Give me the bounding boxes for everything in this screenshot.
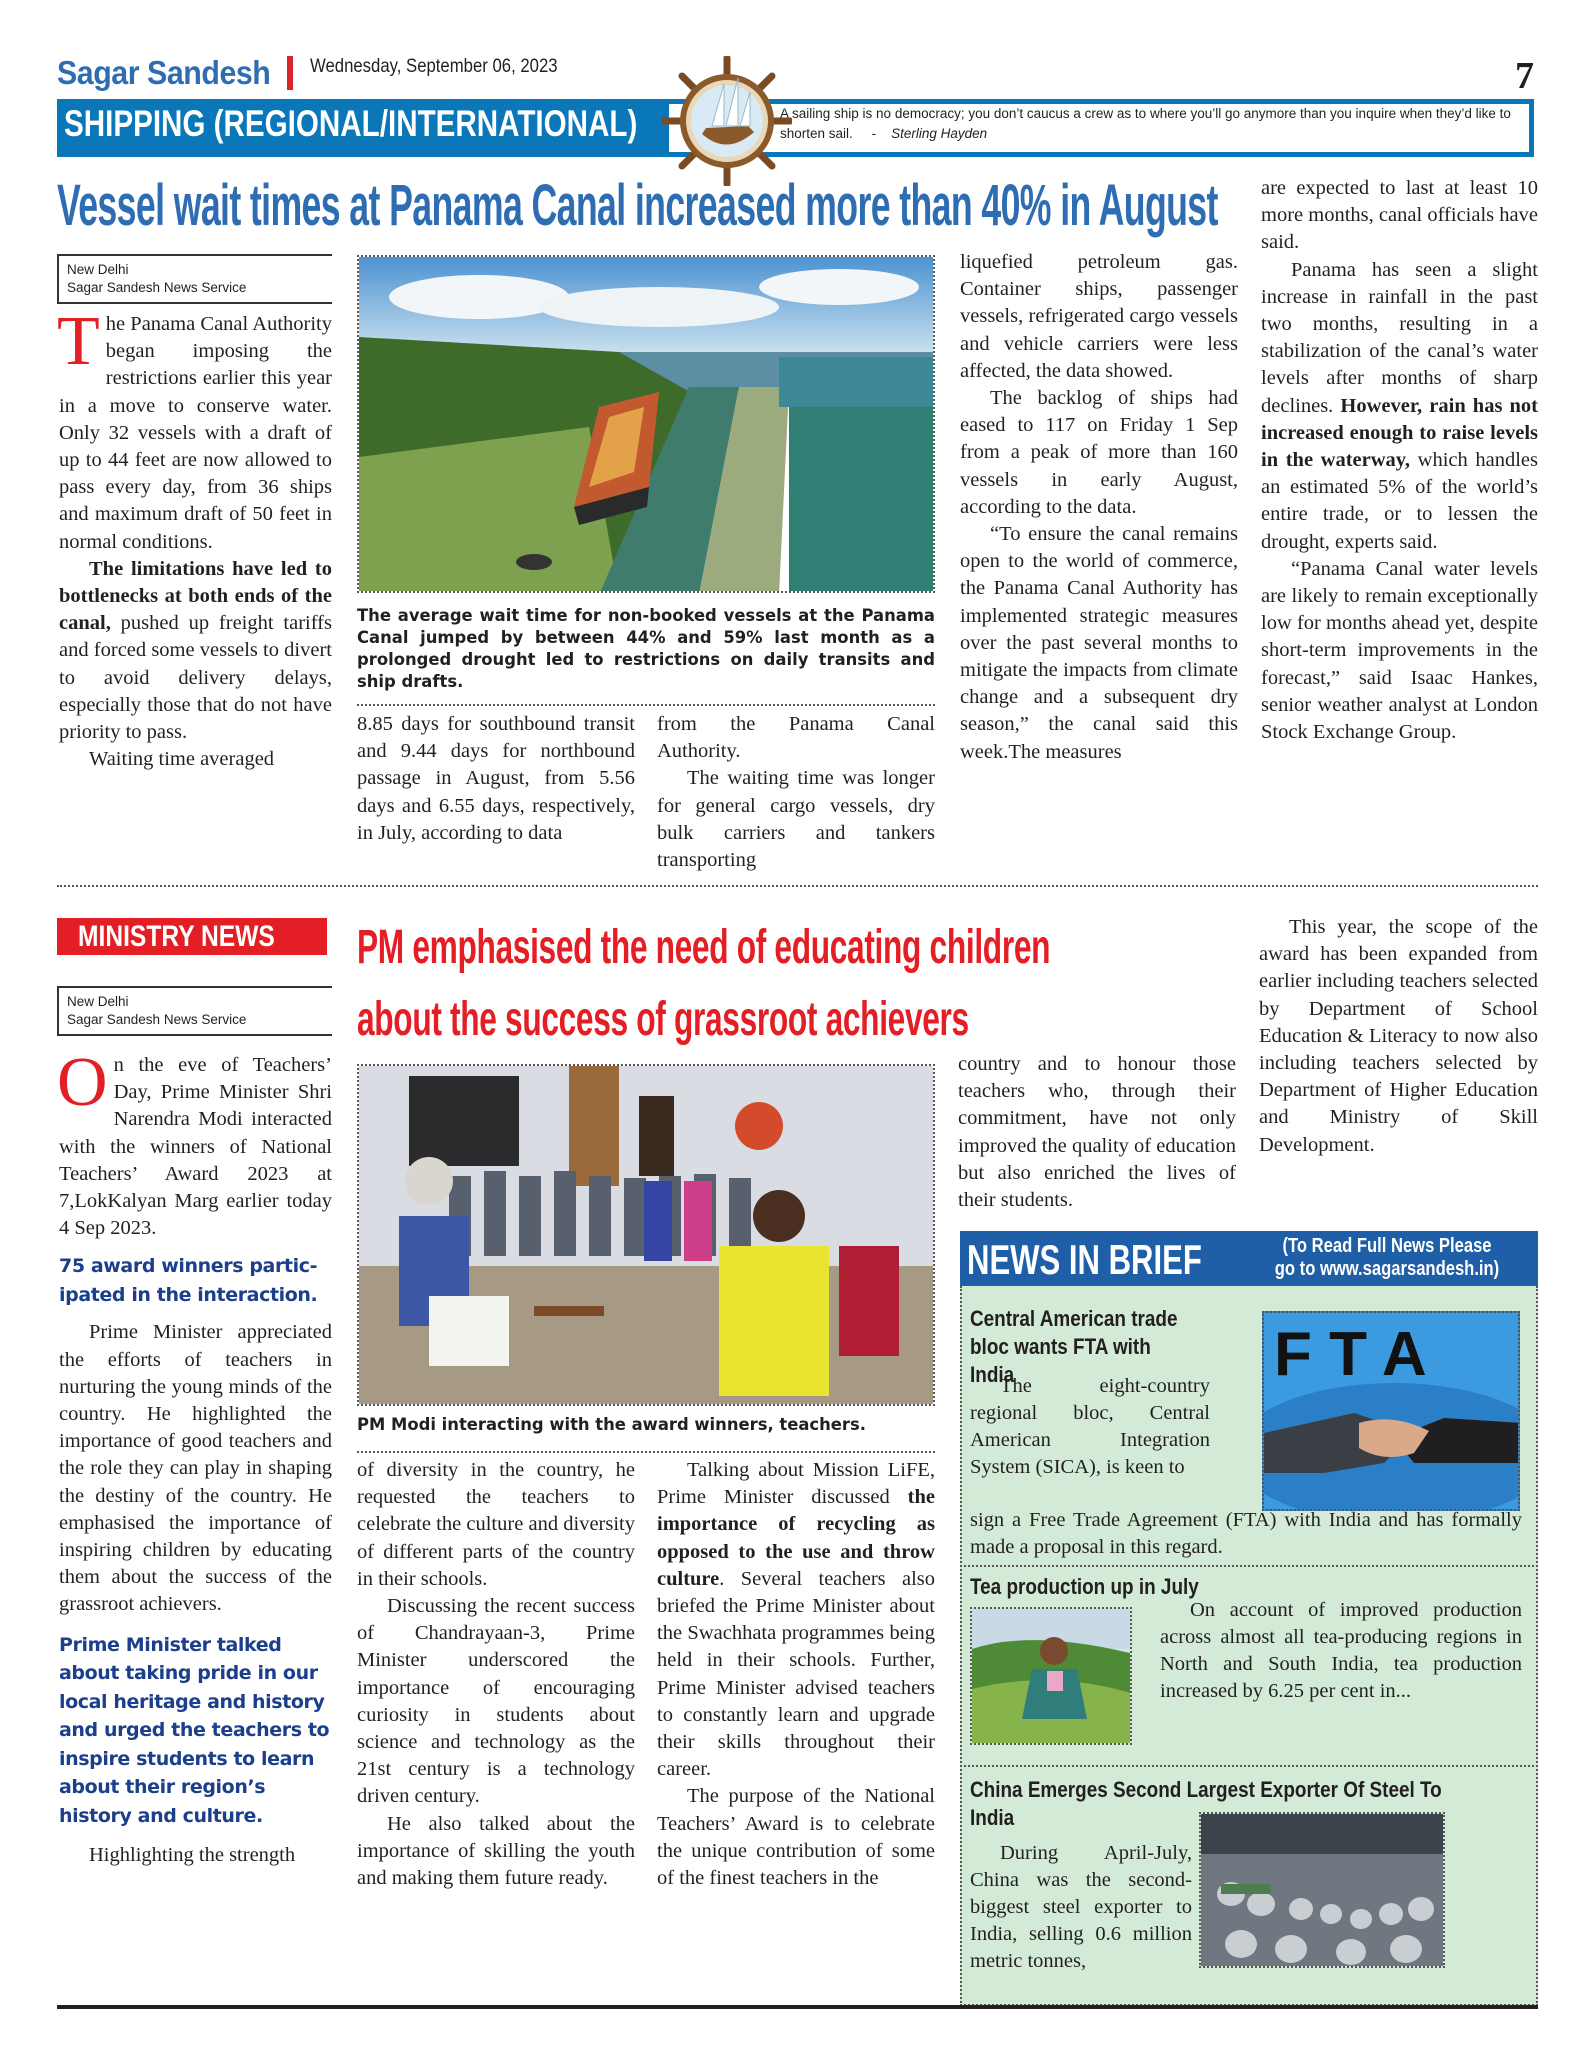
pm-teachers-photo: [357, 1064, 935, 1406]
article2-col2: [357, 1457, 635, 1892]
quote-text: A sailing ship is no democracy; you don’t caucus a crew as to where you’ll go anymore than you inquire when they’d like to shorten sail.: [780, 106, 1511, 141]
masthead-divider: [287, 56, 293, 90]
brief-headline-text: China Emerges Second Largest Exporter Of Steel To India: [970, 1777, 1442, 1830]
byline-place: New Delhi: [67, 994, 129, 1009]
subhead: 75 award winners partic-ipated in the interaction.: [59, 1255, 318, 1306]
caption-divider: [357, 704, 935, 706]
page-number: 7: [1515, 55, 1534, 97]
paragraph: Discussing the recent success of Chandrayaan-3, Prime Minister underscored the importance of encouraging curiosity in students about science and technology as the 21st century is a technology driven century.: [357, 1595, 635, 1808]
paragraph: n the eve of Teachers’ Day, Prime Minister Shri Narendra Modi interacted with the winners of National Teachers’ Award 2023 at 7,LokKalyan Marg earlier today 4 Sep 2023.: [59, 1054, 332, 1240]
article1-col2: [357, 711, 635, 847]
ministry-news-label: MINISTRY NEWS: [78, 920, 275, 953]
quote-dash: -: [871, 126, 877, 141]
article2-col1: [57, 1044, 332, 1869]
byline-service: Sagar Sandesh News Service: [67, 1012, 247, 1027]
paragraph: of diversity in the country, he requested the teachers to celebrate the culture and diversity of different parts of the country in their schools.: [357, 1459, 635, 1590]
bold-lead: the importance of recycling as opposed to the use and throw culture: [657, 1486, 935, 1590]
page-bottom-rule: [57, 2005, 1538, 2009]
paragraph: The waiting time was longer for general cargo vessels, dry bulk carriers and tankers transporting: [657, 767, 935, 872]
article-headline-pm: [357, 912, 1050, 1056]
article1-col4: [960, 249, 1238, 766]
caption-divider: [357, 1451, 935, 1453]
brief-text-continued: sign a Free Trade Agreement (FTA) with India and has formally made a proposal in this regard.: [970, 1509, 1522, 1558]
paragraph: Prime Minister appreciated the efforts of teachers in nurturing the young minds of the country. He highlighted the importance of good teachers and the role they can play in shaping the destiny of the country. He emphasised the importance of inspiring children by educating them about the success of the grassroot achievers.: [59, 1321, 332, 1616]
paragraph: The backlog of ships had eased to 117 on Friday 1 Sep from a peak of more than 160 vessels in early August, according to the data.: [960, 387, 1238, 518]
brief-separator: [960, 1765, 1538, 1767]
paragraph: He also talked about the importance of skilling the youth and making them future ready.: [357, 1812, 635, 1890]
brief-headline[interactable]: Tea production up in July: [970, 1574, 1199, 1599]
headline-line: PM emphasised the need of educating children: [357, 921, 1051, 974]
byline-box: [57, 986, 332, 1036]
article2-col4: [958, 1051, 1236, 1214]
tea-picker-icon: [972, 1609, 1132, 1745]
paragraph: Talking about Mission LiFE, Prime Minister discussed: [657, 1459, 935, 1509]
dropcap: T: [57, 303, 100, 380]
paragraph: are expected to last at least 10 more months, canal officials have said.: [1261, 177, 1538, 254]
brief-text: [970, 1373, 1210, 1481]
paragraph: country and to honour those teachers who, through their commitment, have not only improved the quality of education but also enriched the lives of their students.: [958, 1053, 1236, 1212]
news-in-brief-title: NEWS IN BRIEF: [967, 1236, 1202, 1283]
dropcap: O: [57, 1044, 108, 1121]
paragraph: pushed up freight tariffs and forced some vessels to divert to avoid delivery delays, especially those that do not have priority to pass.: [59, 612, 332, 744]
paragraph: which handles an estimated 5% of the world’s entire trade, or to lessen the drought, experts said.: [1261, 449, 1538, 553]
article-headline-panama: Vessel wait times at Panama Canal increased more than 40% in August: [57, 173, 1218, 238]
paragraph: During April-July, China was the second-biggest steel exporter to India, selling 0.6 million metric tonnes,: [970, 1842, 1192, 1972]
section-title: SHIPPING (REGIONAL/INTERNATIONAL): [64, 103, 638, 144]
paragraph: This year, the scope of the award has been expanded from earlier including teachers selected by Department of School Education & Literacy to now also including teachers selected by Department of Higher Education and Ministry of Skill Development.: [1259, 916, 1538, 1156]
tea-plantation-photo: [970, 1607, 1132, 1745]
handshake-icon: [1264, 1313, 1520, 1511]
paragraph: “Panama Canal water levels are likely to remain exceptionally low for months ahead yet, despite short-term improvements in the forecast,” said Isaac Hankes, senior weather analyst at London Stock Exchange Group.: [1261, 557, 1538, 744]
paragraph: . Several teachers also briefed the Prime Minister about the Swachhata programmes being held in their schools. Further, Prime Minister advised teachers to constantly learn and upgrade their skills throughout their career.: [657, 1567, 935, 1781]
panama-canal-photo: [357, 255, 935, 593]
brief-separator: [960, 1565, 1538, 1567]
photo-caption: PM Modi interacting with the award winners, teachers.: [357, 1415, 866, 1434]
paragraph: “To ensure the canal remains open to the world of commerce, the Panama Canal Authority has implemented strategic measures over the past several months to mitigate the impacts from climate change and a subsequent dry season,” the canal said this week.The measures: [960, 523, 1238, 763]
brief-text: [970, 1840, 1192, 1975]
article1-col5: [1261, 175, 1538, 746]
svg-text:F T A: F T A: [1274, 1320, 1427, 1389]
brand-logo: Sagar Sandesh: [57, 54, 271, 91]
article-separator: [57, 885, 1538, 887]
paragraph: 8.85 days for southbound transit and 9.44 days for northbound passage in August, from 5.56 days and 6.55 days, respectively, in July, according to data: [357, 713, 635, 844]
paragraph: The purpose of the National Teachers’ Award is to celebrate the unique contribution of some of the finest teachers in the: [657, 1785, 935, 1890]
ship-wheel-logo-icon: [662, 56, 792, 186]
brief-text: [1160, 1597, 1522, 1705]
masthead-quote: [780, 104, 1530, 144]
steel-coils-photo: [1199, 1812, 1445, 1968]
byline-box: [57, 254, 332, 304]
paragraph: The eight-country regional bloc, Central American Integration System (SICA), is keen to: [970, 1375, 1210, 1478]
bold-lead: The limitations have led to bottlenecks at both ends of the canal,: [59, 557, 332, 635]
meeting-image-icon: [359, 1066, 935, 1406]
quote-author: Sterling Hayden: [891, 126, 988, 141]
subhead: Prime Minister talked about taking pride in our local heritage and history and urged the teachers to inspire students to learn about their region’s history and culture.: [59, 1633, 330, 1827]
paragraph: he Panama Canal Authority began imposing the restrictions earlier this year in a move to conserve water. Only 32 vessels with a draft of up to 44 feet are now allowed to pass every day, from 36 ships and maximum draft of 50 feet in normal conditions.: [59, 313, 332, 553]
issue-date: Wednesday, September 06, 2023: [310, 56, 558, 77]
fta-handshake-photo: [1262, 1311, 1520, 1511]
photo-caption: The average wait time for non-booked vessels at the Panama Canal jumped by between 44% and 59% last month as a prolonged drought led to restrictions on daily transits and ship drafts.: [357, 606, 935, 691]
article2-col5: [1259, 914, 1538, 1159]
steel-warehouse-icon: [1201, 1814, 1445, 1968]
bold-lead: However, rain has not increased enough to raise levels in the waterway,: [1261, 394, 1539, 472]
canal-image-icon: [359, 257, 935, 593]
paragraph: from the Panama Canal Authority.: [657, 713, 935, 763]
paragraph: Panama has seen a slight increase in rainfall in the past two months, resulting in a stabilization of the canal’s water levels after months of sharp declines.: [1261, 258, 1538, 417]
paragraph: Highlighting the strength: [89, 1844, 296, 1867]
byline-service: Sagar Sandesh News Service: [67, 280, 247, 295]
article2-col3: [657, 1457, 935, 1892]
paragraph: liquefied petroleum gas. Container ships, passenger vessels, refrigerated cargo vessels and vehicle carriers were less affected, the data showed.: [960, 251, 1238, 382]
article1-col1: [57, 303, 332, 773]
full-news-link[interactable]: (To Read Full News Please go to www.sagarsandesh.in): [1274, 1235, 1500, 1280]
article1-col3: [657, 711, 935, 874]
paragraph: Waiting time averaged: [89, 748, 275, 771]
paragraph: On account of improved production across almost all tea-producing regions in North and South India, tea production increased by 6.25 per cent in...: [1160, 1599, 1522, 1702]
headline-line: about the success of grassroot achievers: [357, 993, 969, 1046]
byline-place: New Delhi: [67, 262, 129, 277]
brief-headline-text: Central American trade bloc wants FTA with India: [970, 1306, 1178, 1387]
